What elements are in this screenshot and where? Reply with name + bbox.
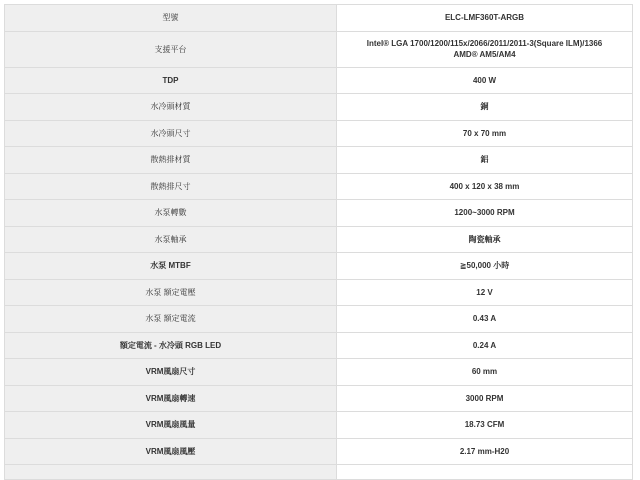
spec-label-model: 型號 — [5, 5, 337, 32]
spec-table — [4, 4, 633, 480]
spec-row-partial — [5, 465, 633, 480]
spec-value-pump-speed: 1200~3000 RPM — [337, 200, 633, 227]
spec-label-pump-bearing: 水泵軸承 — [5, 226, 337, 253]
spec-label-pump-voltage: 水泵 額定電壓 — [5, 279, 337, 306]
spec-label-block-size: 水冷頭尺寸 — [5, 120, 337, 147]
spec-row-pump-current — [5, 306, 633, 333]
spec-row-radiator-size — [5, 173, 633, 200]
spec-label-vrm-fan-pressure: VRM風扇風壓 — [5, 438, 337, 465]
spec-value-platform-intel: Intel® LGA 1700/1200/115x/2066/2011/2011-3(Square ILM)/1366 — [366, 39, 603, 48]
spec-label-vrm-fan-airflow: VRM風扇風量 — [5, 412, 337, 439]
spec-value-tdp: 400 W — [337, 67, 633, 94]
spec-row-pump-bearing — [5, 226, 633, 253]
spec-row-model — [5, 5, 633, 32]
spec-label-radiator-material: 散熱排材質 — [5, 147, 337, 174]
spec-row-vrm-fan-airflow — [5, 412, 633, 439]
spec-value-partial — [337, 465, 633, 480]
spec-value-block-size: 70 x 70 mm — [337, 120, 633, 147]
spec-label-pump-mtbf: 水泵 MTBF — [5, 253, 337, 280]
spec-value-vrm-fan-pressure: 2.17 mm-H20 — [337, 438, 633, 465]
spec-value-pump-bearing: 陶瓷軸承 — [337, 226, 633, 253]
spec-row-pump-speed — [5, 200, 633, 227]
spec-value-vrm-fan-speed: 3000 RPM — [337, 385, 633, 412]
spec-row-pump-mtbf — [5, 253, 633, 280]
spec-label-pump-current: 水泵 額定電流 — [5, 306, 337, 333]
spec-value-platform — [337, 31, 633, 67]
spec-value-radiator-material: 鋁 — [337, 147, 633, 174]
spec-value-vrm-fan-size: 60 mm — [337, 359, 633, 386]
spec-label-block-material: 水冷頭材質 — [5, 94, 337, 121]
spec-value-pump-mtbf: ≧50,000 小時 — [337, 253, 633, 280]
spec-row-platform — [5, 31, 633, 67]
spec-value-led-current: 0.24 A — [337, 332, 633, 359]
spec-value-pump-voltage: 12 V — [337, 279, 633, 306]
spec-label-led-current: 額定電流 - 水冷頭 RGB LED — [5, 332, 337, 359]
spec-label-vrm-fan-size: VRM風扇尺寸 — [5, 359, 337, 386]
spec-row-vrm-fan-pressure — [5, 438, 633, 465]
spec-row-led-current — [5, 332, 633, 359]
spec-row-radiator-material — [5, 147, 633, 174]
spec-label-vrm-fan-speed: VRM風扇轉速 — [5, 385, 337, 412]
spec-label-platform: 支援平台 — [5, 31, 337, 67]
spec-value-platform-amd: AMD® AM5/AM4 — [453, 50, 516, 59]
spec-label-tdp: TDP — [5, 67, 337, 94]
spec-value-radiator-size: 400 x 120 x 38 mm — [337, 173, 633, 200]
spec-value-model: ELC-LMF360T-ARGB — [337, 5, 633, 32]
spec-value-vrm-fan-airflow: 18.73 CFM — [337, 412, 633, 439]
spec-row-block-size — [5, 120, 633, 147]
spec-row-tdp — [5, 67, 633, 94]
spec-row-vrm-fan-speed — [5, 385, 633, 412]
spec-label-radiator-size: 散熱排尺寸 — [5, 173, 337, 200]
spec-value-block-material: 銅 — [337, 94, 633, 121]
spec-label-partial — [5, 465, 337, 480]
spec-row-vrm-fan-size — [5, 359, 633, 386]
spec-label-pump-speed: 水泵轉數 — [5, 200, 337, 227]
spec-row-pump-voltage — [5, 279, 633, 306]
spec-row-block-material — [5, 94, 633, 121]
spec-value-pump-current: 0.43 A — [337, 306, 633, 333]
